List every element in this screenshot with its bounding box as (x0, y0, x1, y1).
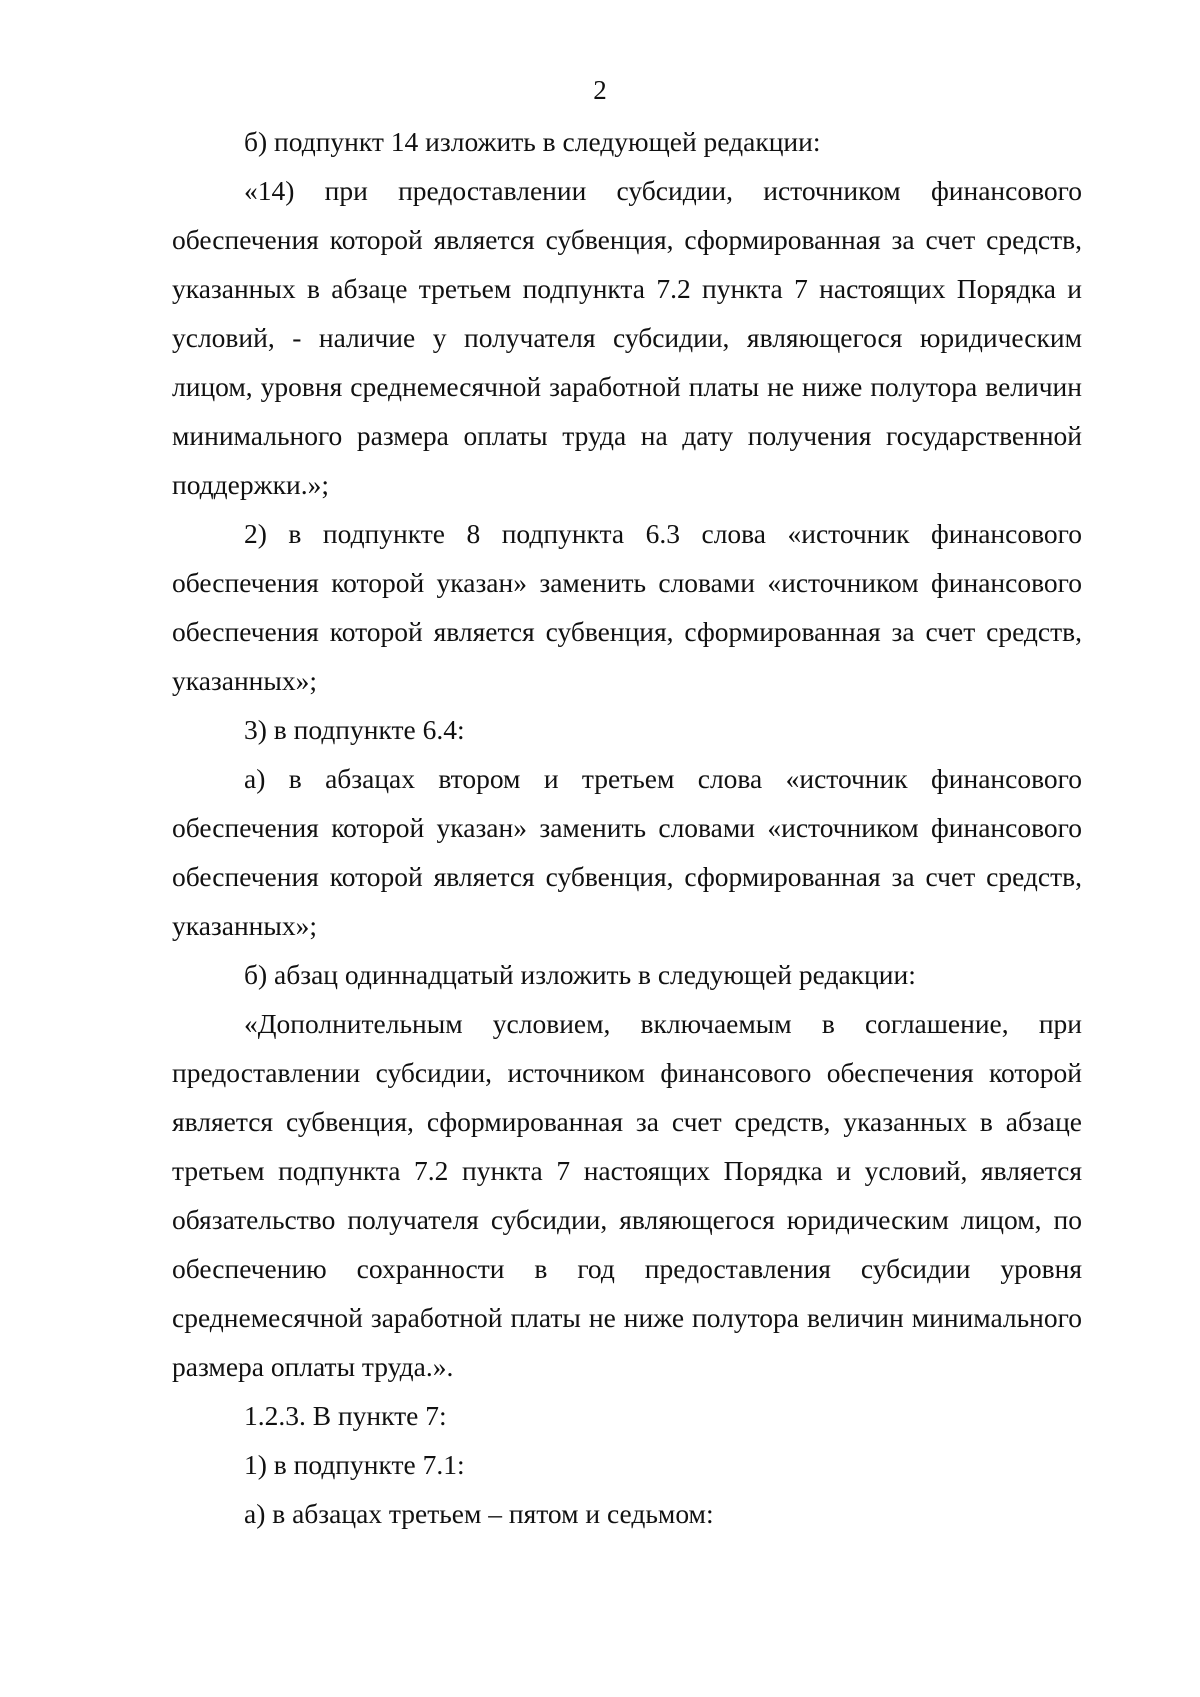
paragraph-subitem-a: а) в абзацах втором и третьем слова «источник финансового обеспечения которой указан» заменить словами «источником финансового обеспечения которой является субвенция, сформированная за счет средств, указанных»; (172, 763, 1082, 941)
paragraph-subitem-b-eleventh: б) абзац одиннадцатый изложить в следующей редакции: (244, 959, 916, 990)
page-number: 2 (593, 75, 607, 105)
paragraph-subitem-3: 3) в подпункте 6.4: (244, 714, 465, 745)
document-body (172, 117, 1082, 1538)
paragraph-subitem-a-paragraphs: а) в абзацах третьем – пятом и седьмом: (244, 1498, 714, 1529)
paragraph-item-14-text: «14) при предоставлении субсидии, источником финансового обеспечения которой является субвенция, сформированная за счет средств, указанных в абзаце третьем подпункта 7.2 пункта 7 настоящих Порядка и условий, - наличие у получателя субсидии, являющегося юридическим лицом, уровня среднемесячной заработной платы не ниже полутора величин минимального размера оплаты труда на дату получения государственной поддержки.»; (172, 175, 1082, 500)
paragraph-subitem-7-1: 1) в подпункте 7.1: (244, 1449, 465, 1480)
paragraph-subitem-b-14: б) подпункт 14 изложить в следующей редакции: (244, 126, 821, 157)
paragraph-subitem-2: 2) в подпункте 8 подпункта 6.3 слова «источник финансового обеспечения которой указан» заменить словами «источником финансового обеспечения которой является субвенция, сформированная за счет средств, указанных»; (172, 518, 1082, 696)
paragraph-section-1-2-3: 1.2.3. В пункте 7: (244, 1400, 447, 1431)
paragraph-additional-condition: «Дополнительным условием, включаемым в соглашение, при предоставлении субсидии, источником финансового обеспечения которой является субвенция, сформированная за счет средств, указанных в абзаце третьем подпункта 7.2 пункта 7 настоящих Порядка и условий, является обязательство получателя субсидии, являющегося юридическим лицом, по обеспечению сохранности в год предоставления субсидии уровня среднемесячной заработной платы не ниже полутора величин минимального размера оплаты труда.». (172, 1008, 1082, 1382)
